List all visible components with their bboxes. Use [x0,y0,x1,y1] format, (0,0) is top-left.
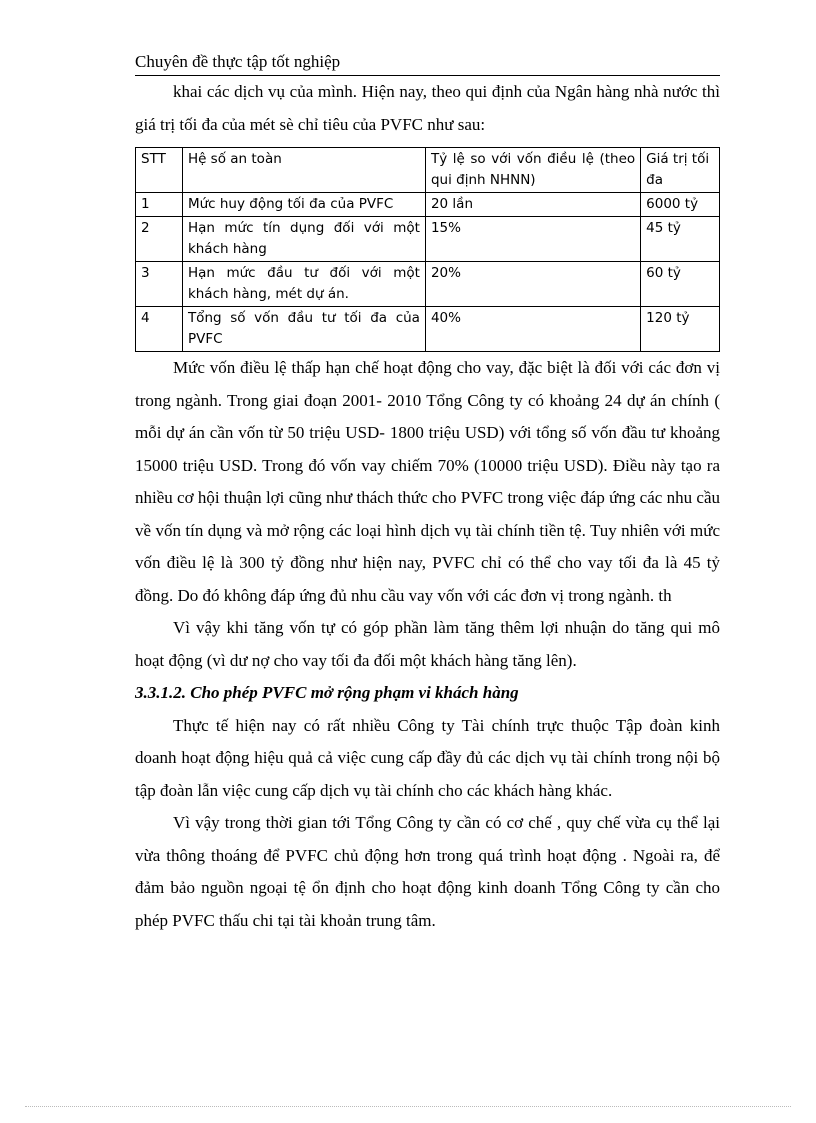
cell-percent: 15% [425,217,640,262]
cell-percent: 20% [425,262,640,307]
cell-ratio: Hạn mức đầu tư đối với một khách hàng, mét dự án. [182,262,425,307]
body-paragraph-mechanism: Vì vậy trong thời gian tới Tổng Công ty cần có cơ chế , quy chế vừa cụ thể lại vừa thông thoáng để PVFC chủ động hơn trong quá trình hoạt động . Ngoài ra, để đảm bảo nguồn ngoại tệ ổn định cho hoạt động kinh doanh Tổng Công ty cần cho phép PVFC thấu chi tại tài khoản trung tâm. [135,813,720,930]
header-cell-max: Giá trị tối đa [641,148,720,193]
cell-max: 45 tỷ [641,217,720,262]
header-cell-stt: STT [136,148,183,193]
cell-ratio: Tổng số vốn đầu tư tối đa của PVFC [182,307,425,352]
table-row [136,193,720,217]
body-paragraph-profit: Vì vậy khi tăng vốn tự có góp phần làm tăng thêm lợi nhuận do tăng qui mô hoạt động (vì dư nợ cho vay tối đa đối một khách hàng tăng lên). [135,618,720,670]
table-row [136,262,720,307]
cell-percent: 40% [425,307,640,352]
cell-percent: 20 lần [425,193,640,217]
cell-stt: 4 [136,307,183,352]
table-row [136,217,720,262]
cell-ratio: Hạn mức tín dụng đối với một khách hàng [182,217,425,262]
intro-paragraph: khai các dịch vụ của mình. Hiện nay, theo qui định của Ngân hàng nhà nước thì giá trị tối đa của mét sè chỉ tiêu của PVFC như sau: [135,82,720,134]
page-bottom-divider [25,1106,791,1107]
header-cell-ratio: Hệ số an toàn [182,148,425,193]
document-page [135,44,720,937]
cell-stt: 1 [136,193,183,217]
cell-stt: 3 [136,262,183,307]
cell-stt: 2 [136,217,183,262]
cell-max: 120 tỷ [641,307,720,352]
header-cell-percent: Tỷ lệ so với vốn điều lệ (theo qui định NHNN) [425,148,640,193]
cell-max: 6000 tỷ [641,193,720,217]
body-paragraph-companies: Thực tế hiện nay có rất nhiều Công ty Tài chính trực thuộc Tập đoàn kinh doanh hoạt động hiệu quả cả việc cung cấp đầy đủ các dịch vụ tài chính trong nội bộ tập đoàn lẫn việc cung cấp dịch vụ tài chính cho các khách hàng khác. [135,715,720,800]
cell-max: 60 tỷ [641,262,720,307]
safety-ratio-table [135,147,720,352]
cell-ratio: Mức huy động tối đa của PVFC [182,193,425,217]
page-header: Chuyên đề thực tập tốt nghiệp [135,44,720,76]
body-paragraph-capital: Mức vốn điều lệ thấp hạn chế hoạt động cho vay, đặc biệt là đối với các đơn vị trong ngành. Trong giai đoạn 2001- 2010 Tổng Công ty có khoảng 24 dự án chính ( mỗi dự án cần vốn từ 50 triệu USD- 1800 triệu USD) với tổng số vốn đầu tư khoảng 15000 triệu USD. Trong đó vốn vay chiếm 70% (10000 triệu USD). Điều này tạo ra nhiều cơ hội thuận lợi cũng như thách thức cho PVFC trong việc đáp ứng các nhu cầu về vốn tín dụng và mở rộng các loại hình dịch vụ tài chính tiền tệ. Tuy nhiên với mức vốn điều lệ là 300 tỷ đồng như hiện nay, PVFC chỉ có thể cho vay tối đa là 45 tỷ đồng. Do đó không đáp ứng đủ nhu cầu vay vốn với các đơn vị trong ngành. th [135,358,720,605]
table-header-row [136,148,720,193]
table-row [136,307,720,352]
section-heading: 3.3.1.2. Cho phép PVFC mở rộng phạm vi khách hàng [135,683,519,702]
